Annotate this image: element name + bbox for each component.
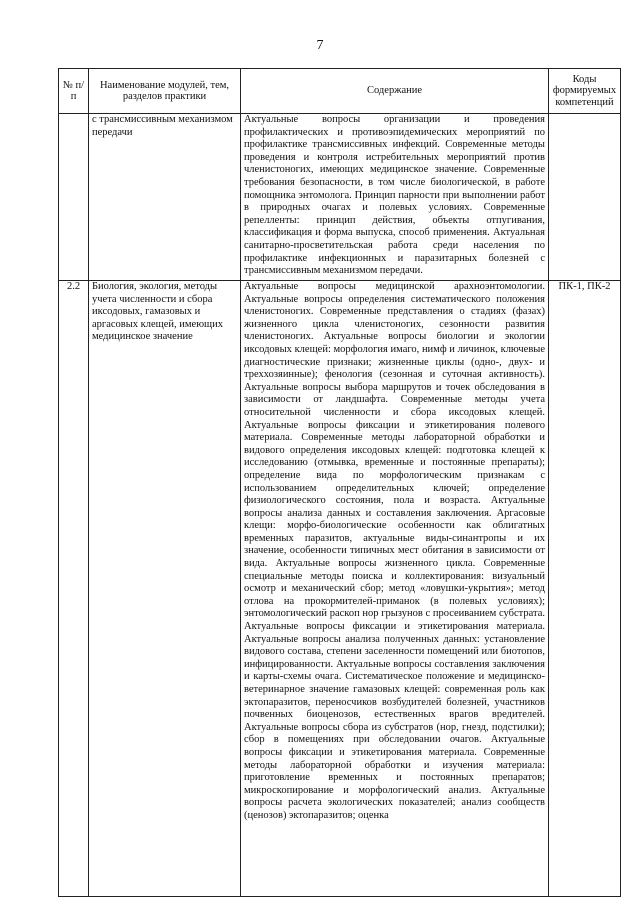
table-row [59,114,621,281]
row-topic: Биология, экология, методы учета численности и сбора иксодовых, гамазовых и аргасовых клещей, имеющих медицинское значение [89,281,241,897]
header-name: Наименование модулей, тем, разделов практики [89,69,241,114]
row-num [59,114,89,281]
row-num: 2.2 [59,281,89,897]
row-content [241,281,549,897]
table-header-row [59,69,621,114]
practice-content-table [58,68,621,897]
header-num: № п/п [59,69,89,114]
row-topic: с трансмиссивным механизмом передачи [89,114,241,281]
row-content-text: Актуальные вопросы медицинской арахноэнтомологии. Актуальные вопросы определения систематического положения членистоногих. Современные представления о стадиях (фазах) жизненного цикла членистоногих, сезонности развития членистоногих. Актуальные вопросы биологии и экологии иксодовых клещей: морфология имаго, нимф и личинок, ключевые диагностические признаки; жизненные циклы (одно-, двух- и треххозяинные); фенология (сезонная и суточная активность). Актуальные вопросы выбора маршрутов и точек обследования в зависимости от ландшафта. Современные методы учета относительной численности и сбора иксодовых клещей. Актуальные вопросы фиксации и этикетирования полевого материала. Современные методы лабораторной обработки и видового определения иксодовых клещей: подготовка клещей к исследованию (отмывка, временные и постоянные препараты); определение вида по морфологическим признакам с использованием определительных ключей; определение физиологического состояния, пола и возраста. Актуальные вопросы анализа данных и составления заключения. Аргасовые клещи: морфо-биологические особенности как облигатных временных паразитов, актуальные виды-синантропы и их значение, особенности типичных мест обитания в зависимости от вида. Актуальные вопросы жизненного цикла. Современные специальные методы поиска и коллектирования: визуальный осмотр и механический сбор; метод «ловушки-укрытия»; метод отлова на прокормителей-приманок (в полевых условиях); энтомологический раскоп нор грызунов с просеиванием субстрата. Актуальные вопросы фиксации и этикетирования материала. Актуальные вопросы анализа полученных данных: установление видового состава, степени заселенности помещений или биотопов, инфицированности. Актуальные вопросы составления заключения и карты-схемы очага. Систематическое положение и медицинско-ветеринарное значение гамазовых клещей: современная роль как эктопаразитов, переносчиков возбудителей болезней, участников почвенных биоценозов, естественных врагов вредителей. Актуальные вопросы сбора из субстратов (нор, гнезд, подстилки); сбор в помещениях при обследовании очагов. Актуальные вопросы фиксации и этикетирования материала. Современные методы лабораторной обработки и изучения материала: приготовление временных и постоянных препаратов; микроскопирование и морфологический анализ. Актуальные вопросы расчета экологических показателей; анализ сообществ (ценозов) эктопаразитов; оценка [244,281,545,821]
row-content: Актуальные вопросы организации и проведения профилактических и противоэпидемических мероприятий по профилактике трансмиссивных инфекций. Современные методы проведения и контроля истребительных мероприятий против членистоногих, имеющих медицинское значение. Современные требования безопасности, в том числе биологической, в работе помощника энтомолога. Принцип парности при выполнении работ в природных очагах и полевых условиях. Современные репелленты: принцип действия, объекты отпугивания, классификация и форма выпуска, способ применения. Актуальная санитарно-просветительская работа среди населения по профилактике инфекционных и паразитарных болезней с трансмиссивным механизмом передачи. [241,114,549,281]
table-row [59,281,621,897]
page-number: 7 [316,38,324,53]
row-codes [549,114,621,281]
header-content: Содержание [241,69,549,114]
header-codes: Коды формируемых компетенций [549,69,621,114]
row-codes: ПК-1, ПК-2 [549,281,621,897]
